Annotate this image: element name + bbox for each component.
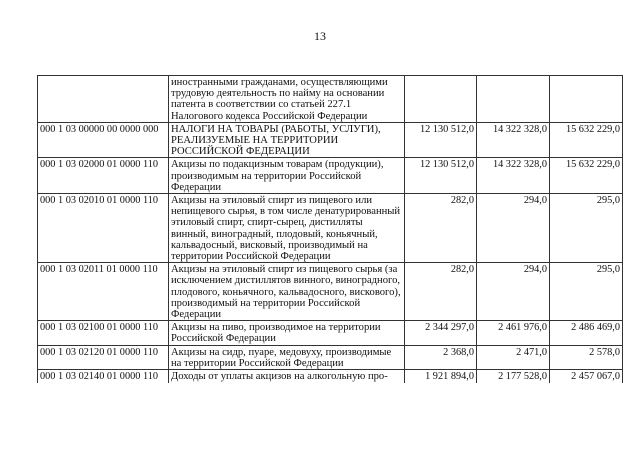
budget-code-cell: 000 1 03 02011 01 0000 110 bbox=[38, 263, 169, 321]
amount-year-2-cell: 294,0 bbox=[477, 263, 550, 321]
amount-year-2-cell: 294,0 bbox=[477, 194, 550, 263]
table-row bbox=[38, 345, 623, 369]
amount-year-3-cell: 15 632 229,0 bbox=[550, 158, 623, 194]
amount-year-3-cell: 15 632 229,0 bbox=[550, 122, 623, 158]
revenue-name-cell: Акцизы на пиво, производимое на территории Российской Федерации bbox=[169, 321, 405, 345]
amount-year-1-cell: 282,0 bbox=[405, 263, 477, 321]
table-row bbox=[38, 370, 623, 384]
amount-year-2-cell: 2 177 528,0 bbox=[477, 370, 550, 384]
amount-year-1-cell: 1 921 894,0 bbox=[405, 370, 477, 384]
budget-code-cell: 000 1 03 02140 01 0000 110 bbox=[38, 370, 169, 384]
amount-year-1-cell: 12 130 512,0 bbox=[405, 158, 477, 194]
budget-code-cell: 000 1 03 02010 01 0000 110 bbox=[38, 194, 169, 263]
budget-code-cell bbox=[38, 76, 169, 123]
amount-year-1-cell: 282,0 bbox=[405, 194, 477, 263]
table-row bbox=[38, 122, 623, 158]
budget-code-cell: 000 1 03 02100 01 0000 110 bbox=[38, 321, 169, 345]
amount-year-1-cell: 12 130 512,0 bbox=[405, 122, 477, 158]
revenue-name-cell: Акцизы на этиловый спирт из пищевого или непищевого сырья, в том числе денатурированный этиловый спирт, спирт-сырец, дистилляты винный, виноградный, плодовый, коньячный, кальвадосный, висковый, производимый на территории Российской Федерации bbox=[169, 194, 405, 263]
amount-year-2-cell bbox=[477, 76, 550, 123]
amount-year-1-cell: 2 368,0 bbox=[405, 345, 477, 369]
amount-year-3-cell: 2 578,0 bbox=[550, 345, 623, 369]
amount-year-2-cell: 2 461 976,0 bbox=[477, 321, 550, 345]
amount-year-2-cell: 14 322 328,0 bbox=[477, 158, 550, 194]
table-row bbox=[38, 321, 623, 345]
table-row bbox=[38, 194, 623, 263]
revenue-name-cell: Акцизы на сидр, пуаре, медовуху, производимые на территории Российской Федерации bbox=[169, 345, 405, 369]
revenue-name-cell: Акцизы на этиловый спирт из пищевого сырья (за исключением дистиллятов винного, виноградного, плодового, коньячного, кальвадосного, вискового), производимый на территории Российской Федерации bbox=[169, 263, 405, 321]
table-row bbox=[38, 76, 623, 123]
amount-year-1-cell: 2 344 297,0 bbox=[405, 321, 477, 345]
amount-year-1-cell bbox=[405, 76, 477, 123]
revenue-name-cell: Акцизы по подакцизным товарам (продукции), производимым на территории Российской Федерации bbox=[169, 158, 405, 194]
amount-year-3-cell: 295,0 bbox=[550, 194, 623, 263]
revenue-name-cell: иностранными гражданами, осуществляющими трудовую деятельность по найму на основании патента в соответствии со статьей 227.1 Налогового кодекса Российской Федерации bbox=[169, 76, 405, 123]
budget-code-cell: 000 1 03 02000 01 0000 110 bbox=[38, 158, 169, 194]
amount-year-3-cell bbox=[550, 76, 623, 123]
budget-code-cell: 000 1 03 02120 01 0000 110 bbox=[38, 345, 169, 369]
revenue-name-cell: Доходы от уплаты акцизов на алкогольную про- bbox=[169, 370, 405, 384]
page-number: 13 bbox=[314, 29, 326, 43]
budget-code-cell: 000 1 03 00000 00 0000 000 bbox=[38, 122, 169, 158]
amount-year-2-cell: 14 322 328,0 bbox=[477, 122, 550, 158]
amount-year-2-cell: 2 471,0 bbox=[477, 345, 550, 369]
table-row bbox=[38, 158, 623, 194]
amount-year-3-cell: 2 457 067,0 bbox=[550, 370, 623, 384]
budget-revenue-table bbox=[37, 75, 623, 383]
amount-year-3-cell: 295,0 bbox=[550, 263, 623, 321]
table-row bbox=[38, 263, 623, 321]
amount-year-3-cell: 2 486 469,0 bbox=[550, 321, 623, 345]
revenue-name-cell: НАЛОГИ НА ТОВАРЫ (РАБОТЫ, УСЛУГИ), РЕАЛИЗУЕМЫЕ НА ТЕРРИТОРИИ РОССИЙСКОЙ ФЕДЕРАЦИИ bbox=[169, 122, 405, 158]
